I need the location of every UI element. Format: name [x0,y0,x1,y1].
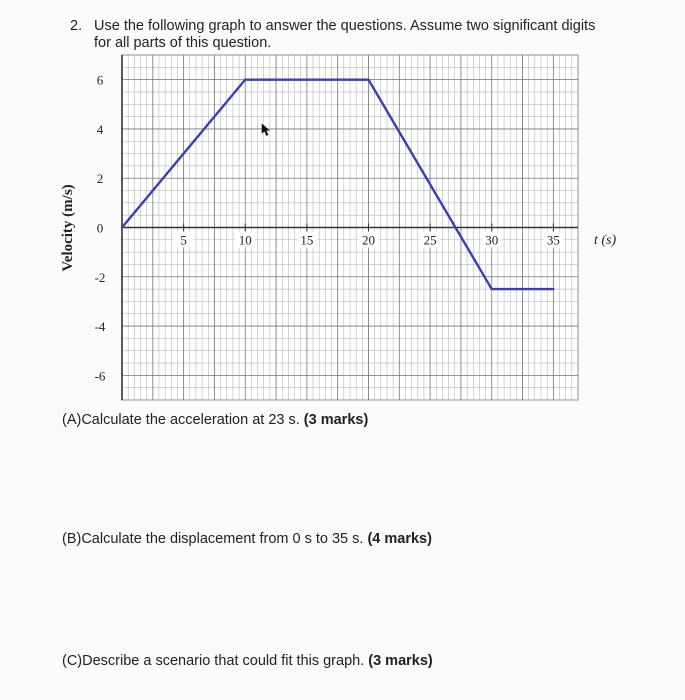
question-text-line2: for all parts of this question. [94,35,272,51]
velocity-point [121,226,123,228]
y-tick-label: -6 [94,368,106,384]
x-tick-label: 15 [300,232,314,248]
x-tick-label: 30 [485,232,499,248]
y-tick-label: -2 [94,269,106,285]
velocity-point [244,78,246,80]
part-b-question [62,531,432,547]
velocity-point [491,288,493,290]
part-c-marks: (3 marks) [368,653,433,669]
part-b-text: (B)Calculate the displacement from 0 s to 35 s. [62,531,368,547]
question-number: 2. [70,18,83,34]
x-tick-label: 20 [361,232,375,248]
y-tick-label: -4 [94,319,106,335]
velocity-point [552,288,554,290]
part-a-text: (A)Calculate the acceleration at 23 s. [62,412,304,428]
part-c-question [62,653,433,669]
x-tick-label: 5 [180,232,187,248]
part-a-question [62,412,368,428]
x-tick-label: 10 [238,232,252,248]
y-axis-label: Velocity (m/s) [60,184,76,272]
y-tick-label: 6 [96,72,104,88]
x-tick-label: 25 [423,232,437,248]
x-tick-label: 35 [546,232,560,248]
question-text-line1: Use the following graph to answer the questions. Assume two significant digits [94,18,596,34]
y-tick-label: 0 [96,220,104,236]
part-b-marks: (4 marks) [367,531,432,547]
y-tick-label: 4 [96,121,104,137]
part-c-text: (C)Describe a scenario that could fit this graph. [62,653,369,669]
y-tick-label: 2 [96,171,104,187]
x-axis-label: t (s) [594,233,617,248]
velocity-point [367,78,369,80]
part-a-marks: (3 marks) [303,412,369,428]
